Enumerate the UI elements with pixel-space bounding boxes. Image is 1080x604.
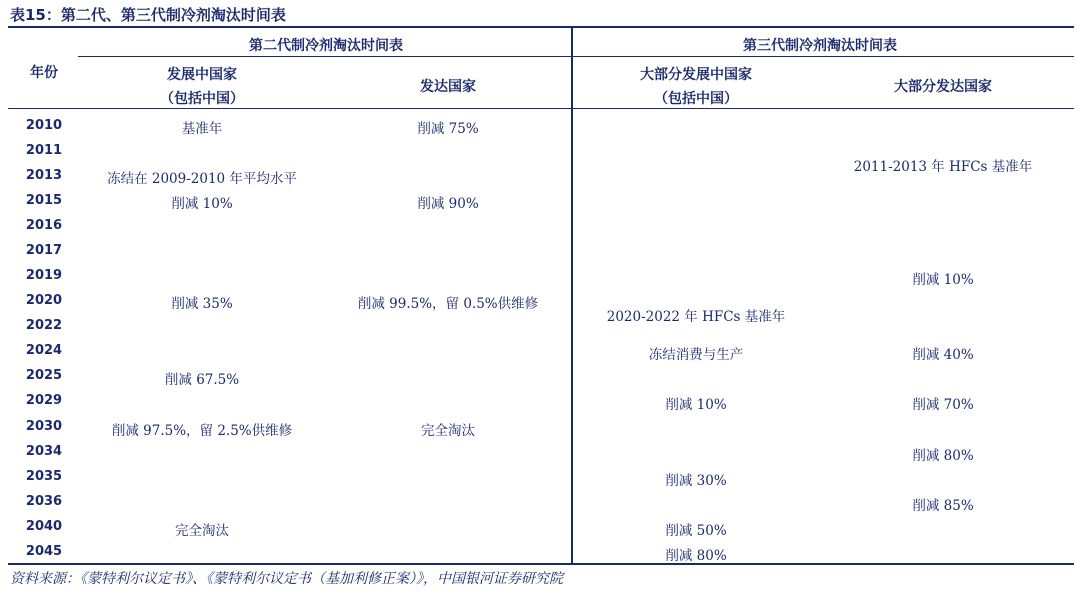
cell-gen2-developing-2015: 削减 10% — [171, 196, 233, 212]
year-2016: 2016 — [25, 218, 63, 233]
cell-gen2-developing-2010: 基准年 — [181, 121, 223, 137]
cell-gen2-developed-2015: 削减 90% — [417, 196, 479, 212]
gen3-subheader-rule — [573, 56, 1074, 57]
year-2035: 2035 — [25, 469, 63, 484]
cell-gen3-developed-2036: 削减 85% — [912, 498, 974, 514]
header-gen2-developing: 发展中国家 — [167, 67, 237, 83]
cell-gen3-developed-2029: 削减 70% — [912, 397, 974, 413]
year-2010: 2010 — [25, 118, 63, 133]
header-gen2: 第二代制冷剂淘汰时间表 — [249, 38, 403, 54]
header-year: 年份 — [30, 65, 58, 81]
cell-gen3-developing-2040: 削减 50% — [665, 523, 727, 539]
cell-gen3-developing-2024: 冻结消费与生产 — [648, 347, 744, 363]
table-top-rule — [8, 26, 1074, 28]
cell-gen3-developed-2024: 削减 40% — [912, 347, 974, 363]
cell-gen2-developed-2010: 削减 75% — [417, 121, 479, 137]
year-2025: 2025 — [25, 368, 63, 383]
year-2030: 2030 — [25, 419, 63, 434]
header-gen3-developing-note: （包括中国） — [654, 91, 738, 107]
year-2040: 2040 — [25, 519, 63, 534]
cell-gen3-developing-2045: 削减 80% — [665, 548, 727, 564]
header-gen3: 第三代制冷剂淘汰时间表 — [743, 38, 897, 54]
source-note: 资料来源：《蒙特利尔议定书》、《蒙特利尔议定书（基加利修正案）》，中国银河证券研究院 — [10, 571, 563, 587]
gen2-subheader-rule — [78, 56, 571, 57]
year-2045: 2045 — [25, 544, 63, 559]
cell-gen3-developed-2019: 削减 10% — [912, 272, 974, 288]
header-bottom-rule — [8, 108, 1074, 109]
cell-gen2-developed-2020: 削减 99.5%，留 0.5%供维修 — [357, 296, 539, 312]
year-2013: 2013 — [25, 168, 63, 183]
cell-gen2-developed-2030: 完全淘汰 — [421, 423, 475, 439]
cell-gen3-developing-2029: 削减 10% — [665, 397, 727, 413]
header-gen3-developing: 大部分发展中国家 — [640, 67, 752, 83]
cell-gen2-developing-2013: 冻结在 2009-2010 年平均水平 — [107, 171, 297, 187]
cell-gen3-developing-2035: 削减 30% — [665, 473, 727, 489]
year-2019: 2019 — [25, 268, 63, 283]
table-title: 表15：第二代、第三代制冷剂淘汰时间表 — [10, 6, 286, 24]
year-2015: 2015 — [25, 193, 63, 208]
cell-gen3-developed-baseline: 2011-2013 年 HFCs 基准年 — [853, 159, 1033, 175]
cell-gen3-developing-baseline: 2020-2022 年 HFCs 基准年 — [606, 309, 786, 325]
cell-gen2-developing-2020: 削减 35% — [171, 296, 233, 312]
year-2020: 2020 — [25, 293, 63, 308]
year-2024: 2024 — [25, 343, 63, 358]
header-gen3-developed: 大部分发达国家 — [894, 79, 992, 95]
year-2011: 2011 — [25, 143, 63, 158]
cell-gen2-developing-2030: 削减 97.5%，留 2.5%供维修 — [111, 423, 293, 439]
year-2029: 2029 — [25, 393, 63, 408]
year-2022: 2022 — [25, 318, 63, 333]
year-2036: 2036 — [25, 494, 63, 509]
year-2017: 2017 — [25, 243, 63, 258]
cell-gen2-developing-2025: 削减 67.5% — [164, 372, 240, 388]
generation-divider — [571, 26, 573, 565]
header-gen2-developing-note: （包括中国） — [160, 91, 244, 107]
year-2034: 2034 — [25, 444, 63, 459]
table-bottom-rule — [8, 563, 1074, 565]
cell-gen2-developing-2040: 完全淘汰 — [175, 523, 229, 539]
cell-gen3-developed-2034: 削减 80% — [912, 448, 974, 464]
header-gen2-developed: 发达国家 — [420, 79, 476, 95]
